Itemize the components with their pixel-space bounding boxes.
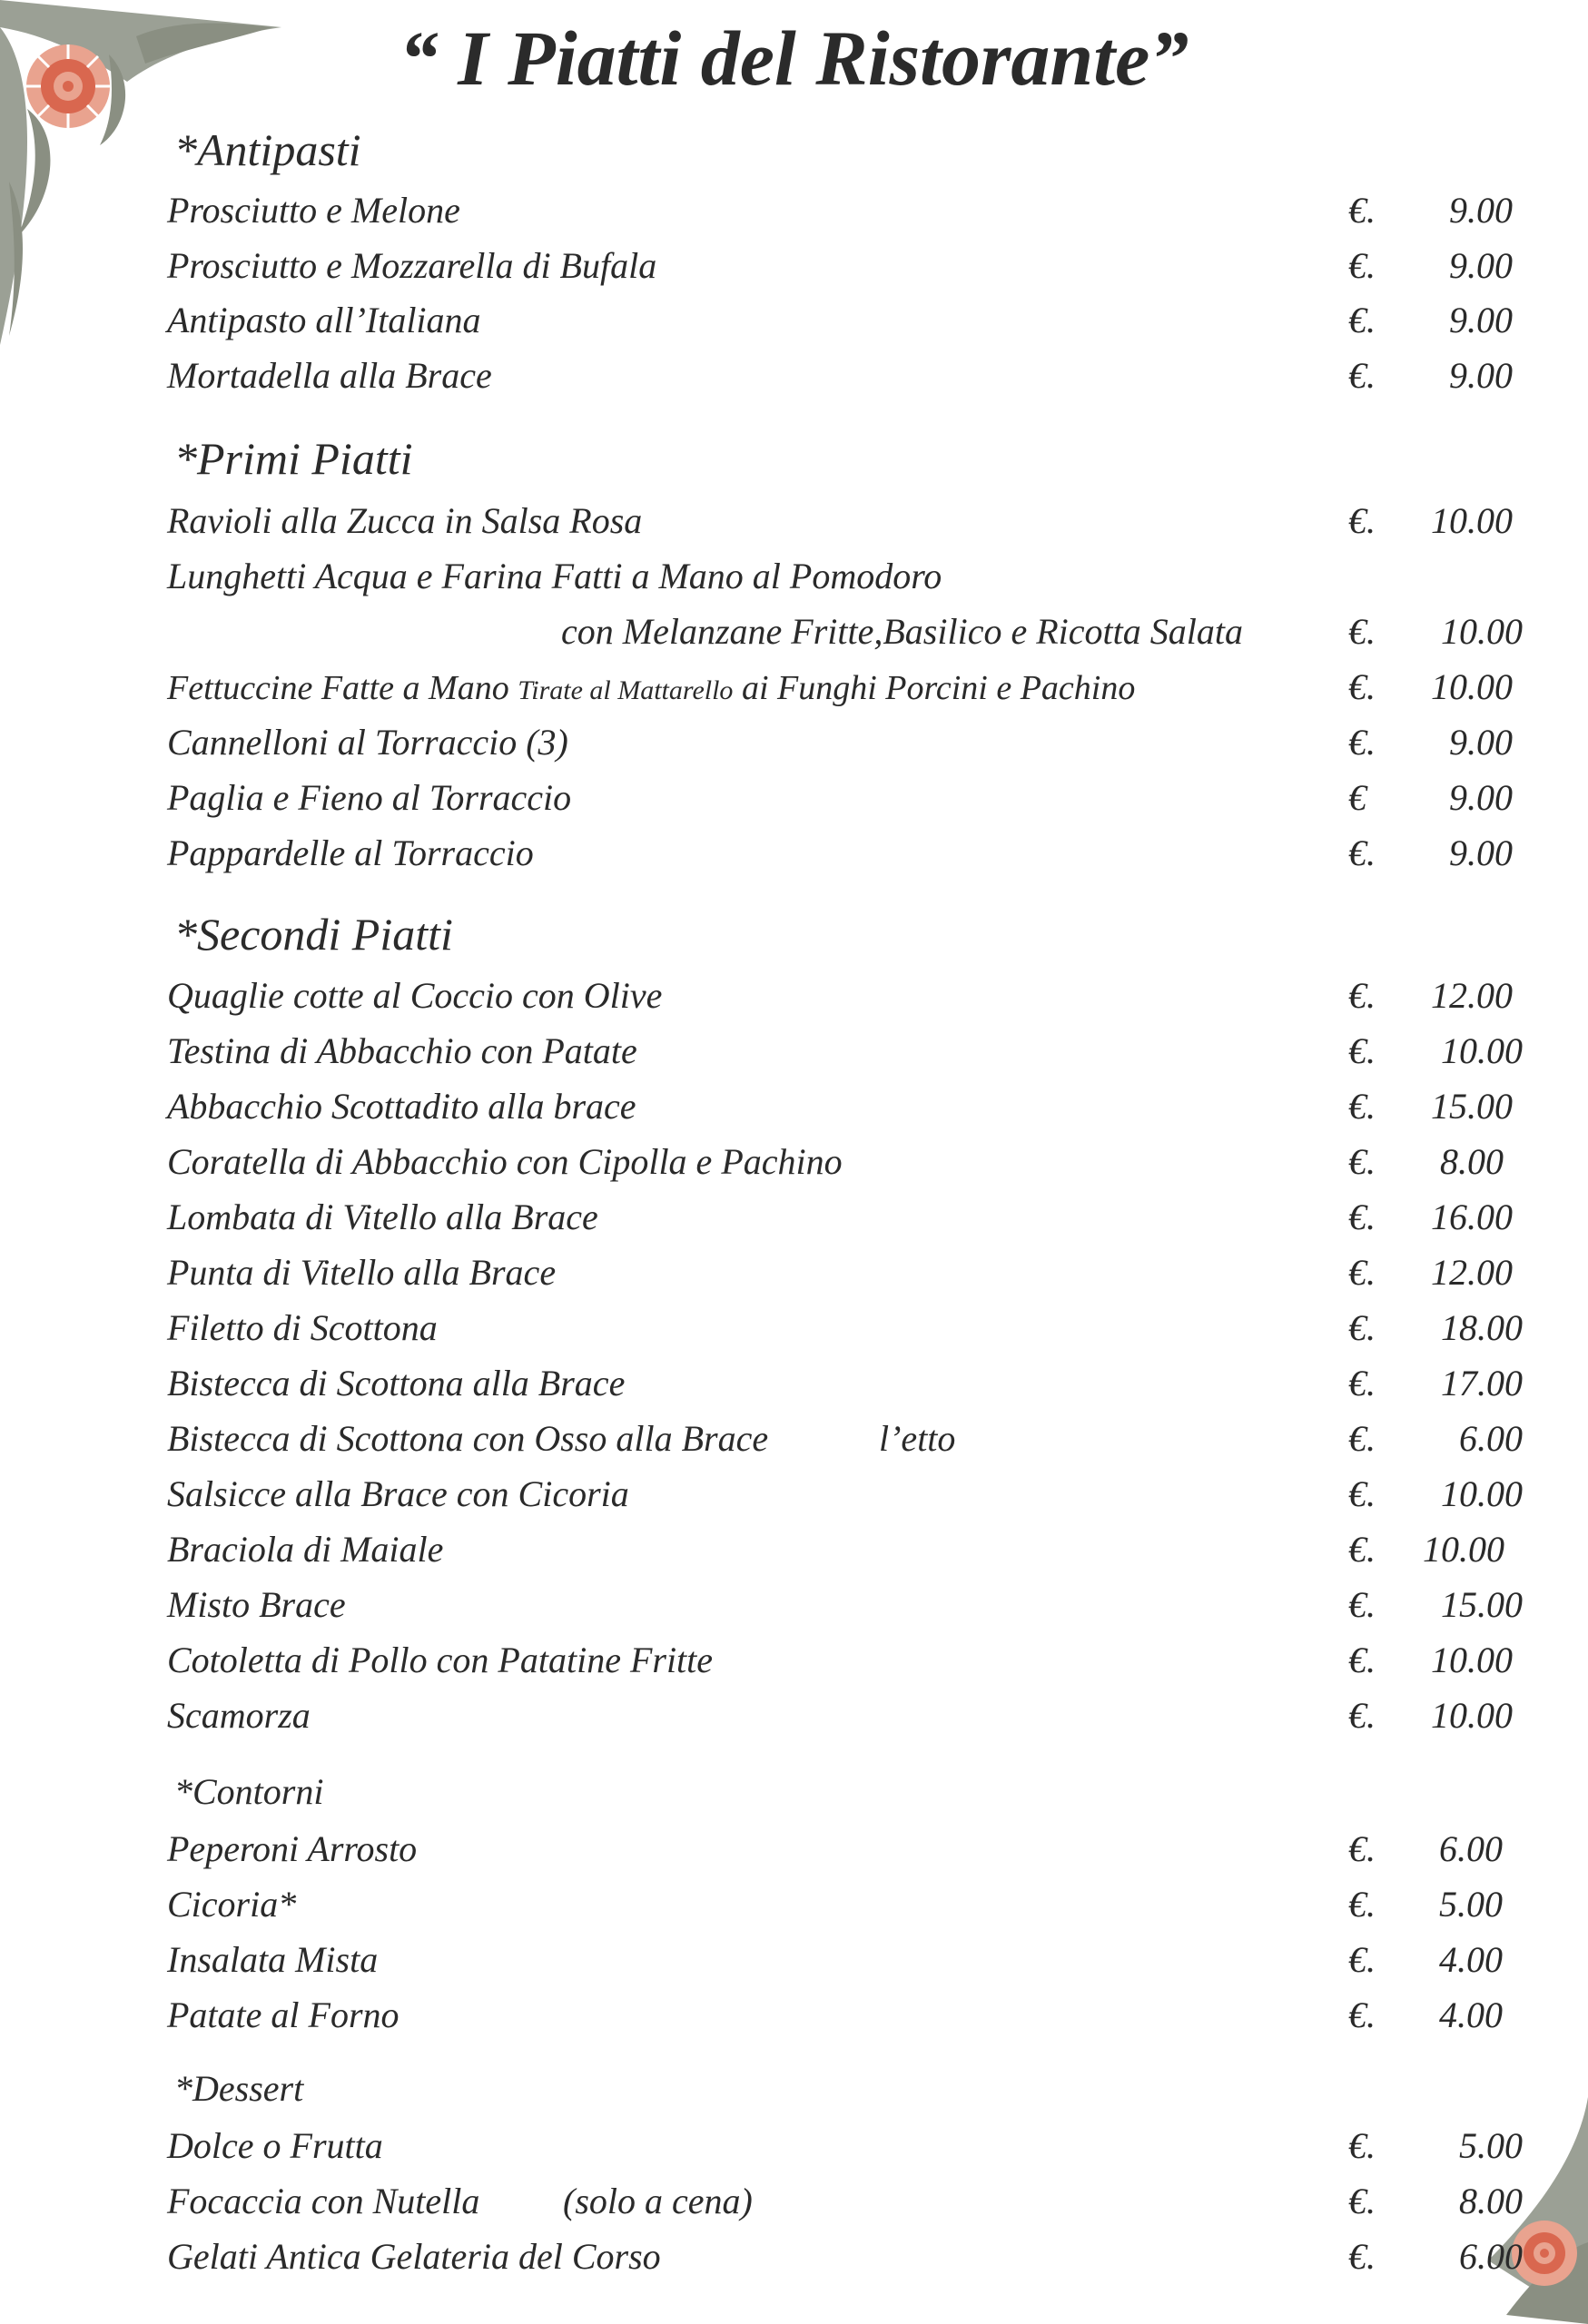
currency: €. — [1348, 1695, 1376, 1736]
menu-item — [0, 1137, 1588, 1183]
dish-price: 18.00 — [1441, 1307, 1523, 1348]
dish-name: Mortadella alla Brace — [167, 355, 492, 396]
menu-item — [0, 1581, 1588, 1626]
dish-name: Paglia e Fieno al Torraccio — [167, 777, 572, 818]
currency: €. — [1348, 245, 1376, 286]
currency: €. — [1348, 1086, 1376, 1127]
dish-name: Lombata di Vitello alla Brace — [167, 1196, 598, 1237]
menu-item — [0, 1525, 1588, 1571]
currency: €. — [1348, 1030, 1376, 1071]
currency: €. — [1348, 1473, 1376, 1514]
dish-name: Dolce o Frutta — [167, 2125, 383, 2166]
dish-name: Pappardelle al Torraccio — [167, 832, 534, 873]
section-heading-antipasti: *Antipasti — [174, 124, 361, 175]
dish-name-note: Tirate al Mattarello — [518, 675, 734, 705]
dish-name: Cannelloni al Torraccio (3) — [167, 722, 568, 763]
dish-name: Ravioli alla Zucca in Salsa Rosa — [167, 500, 643, 541]
currency: €. — [1348, 2125, 1376, 2166]
dish-name: Cotoletta di Pollo con Patatine Fritte — [167, 1640, 714, 1680]
currency: €. — [1348, 1994, 1376, 2035]
currency: €. — [1348, 355, 1376, 396]
menu-item — [0, 971, 1588, 1017]
currency: €. — [1348, 1584, 1376, 1625]
dish-price: 9.00 — [1449, 190, 1513, 231]
dish-name: Coratella di Abbacchio con Cipolla e Pachino — [167, 1141, 843, 1182]
dish-price: 10.00 — [1441, 1473, 1523, 1514]
dish-price: 4.00 — [1439, 1994, 1503, 2035]
menu-item — [0, 1248, 1588, 1294]
dish-name: Prosciutto e Mozzarella di Bufala — [167, 245, 657, 286]
menu-item — [0, 241, 1588, 287]
dish-name-continuation: con Melanzane Fritte,Basilico e Ricotta Salata — [561, 611, 1243, 652]
dish-name-main: Fettuccine Fatte a Mano — [167, 669, 509, 707]
currency: €. — [1348, 1640, 1376, 1680]
dish-price: 4.00 — [1439, 1939, 1503, 1980]
currency: €. — [1348, 1307, 1376, 1348]
dish-name: Bistecca di Scottona alla Brace — [167, 1363, 626, 1403]
menu-item — [0, 1470, 1588, 1515]
dish-name: Gelati Antica Gelateria del Corso — [167, 2236, 661, 2277]
dish-price: 8.00 — [1459, 2181, 1523, 2221]
dish-price: 10.00 — [1431, 666, 1513, 707]
dish-price: 12.00 — [1431, 1252, 1513, 1293]
menu-item — [0, 1691, 1588, 1737]
currency: €. — [1348, 1828, 1376, 1869]
dish-name: Scamorza — [167, 1695, 311, 1736]
currency: €. — [1348, 1418, 1376, 1459]
dish-name: Insalata Mista — [167, 1939, 379, 1980]
menu-item — [0, 1880, 1588, 1925]
menu-item — [0, 497, 1588, 542]
dish-price: 15.00 — [1431, 1086, 1513, 1127]
dish-name — [167, 668, 1135, 708]
dish-note: (solo a cena) — [563, 2181, 753, 2221]
currency: €. — [1348, 2236, 1376, 2277]
menu-item — [0, 296, 1588, 341]
dish-price: 5.00 — [1439, 1884, 1503, 1925]
menu-item — [0, 663, 1588, 708]
menu-item — [0, 1304, 1588, 1349]
section-heading-dessert: *Dessert — [174, 2068, 304, 2109]
dish-price: 9.00 — [1449, 832, 1513, 873]
currency: €. — [1348, 1141, 1376, 1182]
menu-item — [0, 718, 1588, 763]
currency: € — [1348, 777, 1366, 818]
dish-price: 15.00 — [1441, 1584, 1523, 1625]
dish-name: Prosciutto e Melone — [167, 190, 460, 231]
section-heading-contorni: *Contorni — [174, 1771, 324, 1812]
menu-item — [0, 1359, 1588, 1404]
dish-price: 9.00 — [1449, 300, 1513, 340]
menu-item — [0, 773, 1588, 819]
dish-price: 10.00 — [1441, 1030, 1523, 1071]
menu-item — [0, 2232, 1588, 2278]
dish-name: Patate al Forno — [167, 1994, 399, 2035]
dish-name: Braciola di Maiale — [167, 1529, 444, 1570]
dish-name: Antipasto all’Italiana — [167, 300, 481, 340]
currency: €. — [1348, 300, 1376, 340]
menu-item — [0, 1991, 1588, 2036]
dish-name: Misto Brace — [167, 1584, 346, 1625]
dish-price: 10.00 — [1431, 500, 1513, 541]
currency: €. — [1348, 975, 1376, 1016]
dish-name: Punta di Vitello alla Brace — [167, 1252, 557, 1293]
menu-item — [0, 1193, 1588, 1238]
currency: €. — [1348, 1363, 1376, 1403]
dish-price: 6.00 — [1459, 2236, 1523, 2277]
dish-price: 17.00 — [1441, 1363, 1523, 1403]
dish-price: 9.00 — [1449, 722, 1513, 763]
dish-price: 16.00 — [1431, 1196, 1513, 1237]
currency: €. — [1348, 500, 1376, 541]
dish-name: Filetto di Scottona — [167, 1307, 438, 1348]
section-heading-secondi-piatti: *Secondi Piatti — [174, 909, 453, 960]
menu-item — [0, 351, 1588, 397]
currency: €. — [1348, 722, 1376, 763]
dish-name: Quaglie cotte al Coccio con Olive — [167, 975, 663, 1016]
currency: €. — [1348, 1252, 1376, 1293]
dish-price: 10.00 — [1423, 1529, 1504, 1570]
dish-name: Salsicce alla Brace con Cicoria — [167, 1473, 629, 1514]
dish-price: 9.00 — [1449, 777, 1513, 818]
dish-price: 5.00 — [1459, 2125, 1523, 2166]
menu-item — [0, 2177, 1588, 2222]
currency: €. — [1348, 1939, 1376, 1980]
menu-item — [0, 2122, 1588, 2167]
currency: €. — [1348, 666, 1376, 707]
menu-item — [0, 1935, 1588, 1981]
currency: €. — [1348, 832, 1376, 873]
menu-item — [0, 552, 1588, 597]
menu-item — [0, 1082, 1588, 1128]
dish-name: Testina di Abbacchio con Patate — [167, 1030, 637, 1071]
dish-name: Cicoria* — [167, 1884, 297, 1925]
dish-price: 8.00 — [1440, 1141, 1504, 1182]
dish-price: 9.00 — [1449, 355, 1513, 396]
dish-price: 10.00 — [1431, 1695, 1513, 1736]
dish-price: 10.00 — [1441, 611, 1523, 652]
menu-item-continuation — [0, 607, 1588, 653]
currency: €. — [1348, 190, 1376, 231]
dish-name: Bistecca di Scottona con Osso alla Brace — [167, 1418, 769, 1459]
menu-item — [0, 1636, 1588, 1681]
dish-price: 6.00 — [1459, 1418, 1523, 1459]
dish-name: Focaccia con Nutella — [167, 2181, 480, 2221]
menu-item — [0, 1414, 1588, 1460]
dish-price: 6.00 — [1439, 1828, 1503, 1869]
dish-name-rest: ai Funghi Porcini e Pachino — [741, 669, 1136, 707]
dish-price: 10.00 — [1431, 1640, 1513, 1680]
currency: €. — [1348, 1196, 1376, 1237]
dish-price: 9.00 — [1449, 245, 1513, 286]
currency: €. — [1348, 1529, 1376, 1570]
dish-name: Lunghetti Acqua e Farina Fatti a Mano al Pomodoro — [167, 556, 942, 596]
dish-name: Peperoni Arrosto — [167, 1828, 418, 1869]
menu-item — [0, 829, 1588, 874]
currency: €. — [1348, 1884, 1376, 1925]
currency: €. — [1348, 611, 1376, 652]
section-heading-primi-piatti: *Primi Piatti — [174, 433, 413, 484]
dish-price: 12.00 — [1431, 975, 1513, 1016]
dish-note: l’etto — [879, 1418, 956, 1459]
menu-item — [0, 1027, 1588, 1072]
menu-item — [0, 1825, 1588, 1870]
page-title: “ I Piatti del Ristorante” — [399, 15, 1189, 102]
dish-name: Abbacchio Scottadito alla brace — [167, 1086, 636, 1127]
currency: €. — [1348, 2181, 1376, 2221]
menu-item — [0, 186, 1588, 231]
